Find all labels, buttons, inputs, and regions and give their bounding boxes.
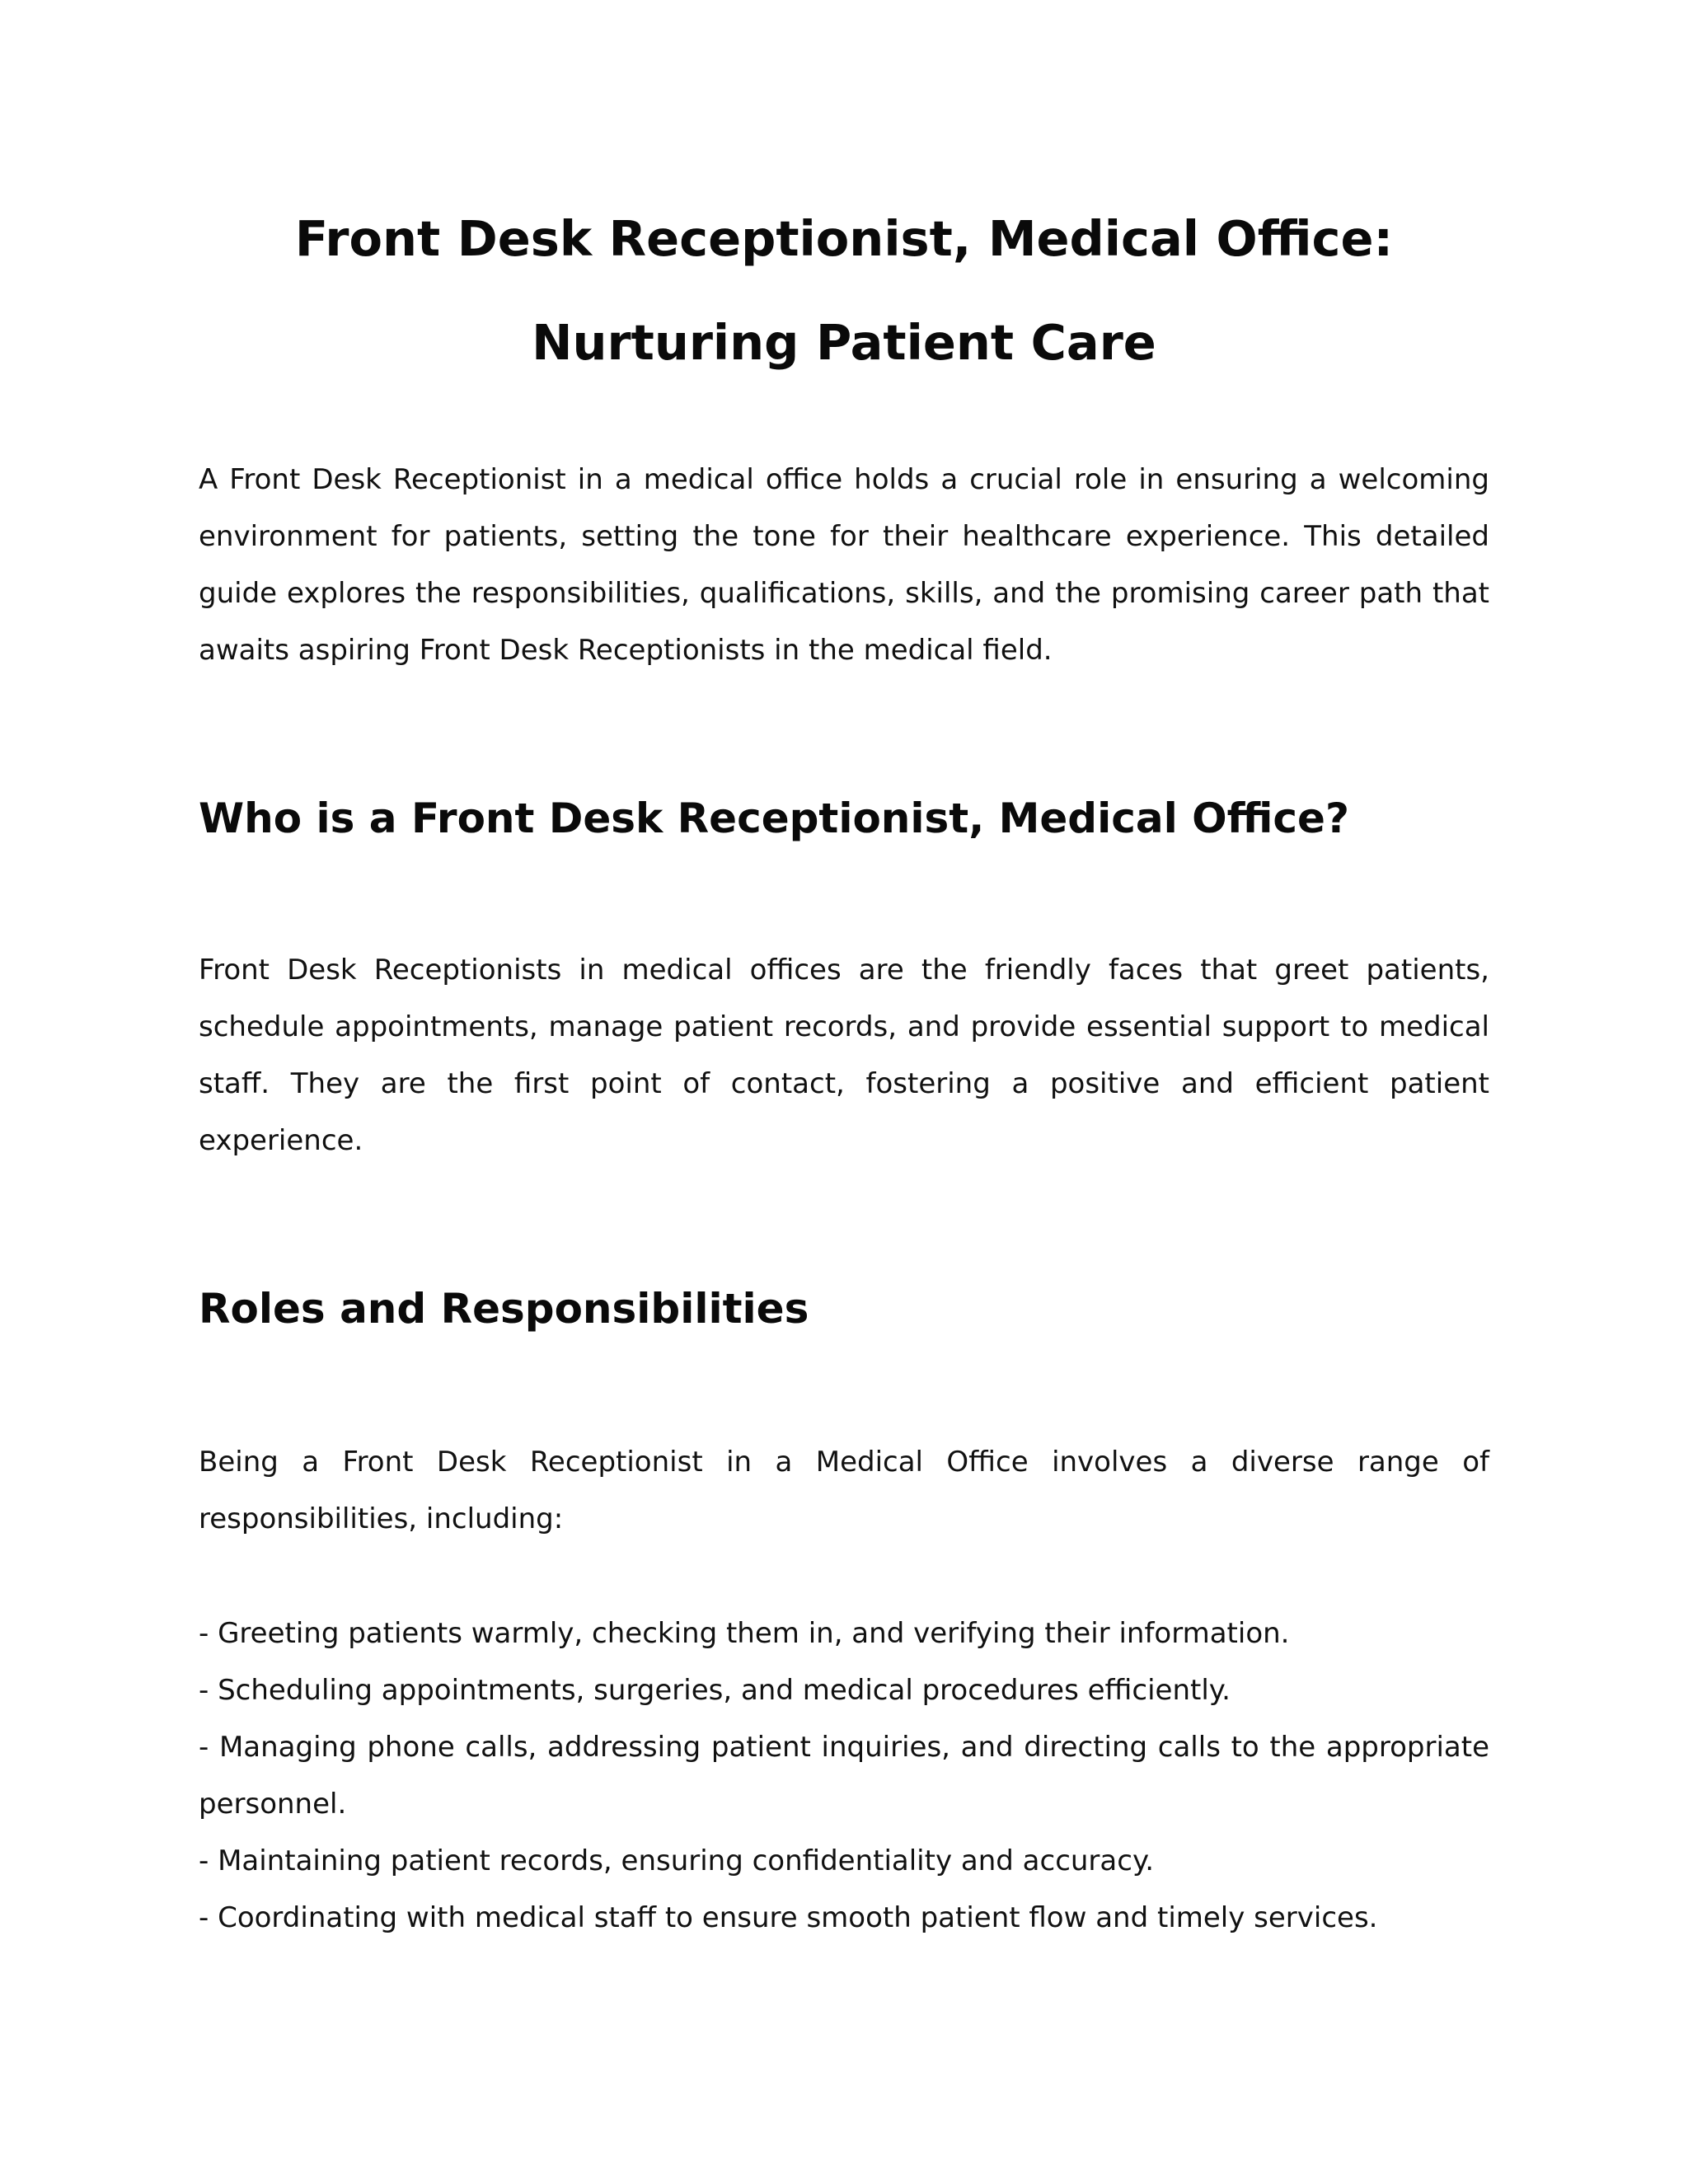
section-paragraph-who: Front Desk Receptionists in medical offices are the friendly faces that greet patients, schedule appointments, manage patient records, and provide essential support to medical staff. They are the first point of contact, fostering a positive and efficient patient experience. <box>199 954 1489 1157</box>
section-paragraph-roles: Being a Front Desk Receptionist in a Medical Office involves a diverse range of responsibilities, including: <box>199 1446 1489 1535</box>
responsibilities-list <box>199 1605 1489 1947</box>
section-heading-who: Who is a Front Desk Receptionist, Medical Office? <box>199 794 1349 842</box>
list-item: - Scheduling appointments, surgeries, and medical procedures efficiently. <box>199 1674 1231 1707</box>
intro-paragraph: A Front Desk Receptionist in a medical office holds a crucial role in ensuring a welcoming environment for patients, setting the tone for their healthcare experience. This detailed guide explores the responsibilities, qualifications, skills, and the promising career path that awaits aspiring Front Desk Receptionists in the medical field. <box>199 463 1489 667</box>
page-title <box>199 187 1489 395</box>
list-item: - Managing phone calls, addressing patient inquiries, and directing calls to the appropriate personnel. <box>199 1731 1489 1821</box>
list-item: - Coordinating with medical staff to ensure smooth patient flow and timely services. <box>199 1901 1378 1934</box>
list-item: - Maintaining patient records, ensuring confidentiality and accuracy. <box>199 1844 1155 1877</box>
list-item: - Greeting patients warmly, checking them in, and verifying their information. <box>199 1617 1290 1650</box>
title-line-1: Front Desk Receptionist, Medical Office: <box>294 210 1394 267</box>
title-line-2: Nurturing Patient Care <box>532 314 1156 371</box>
section-heading-roles: Roles and Responsibilities <box>199 1285 809 1333</box>
